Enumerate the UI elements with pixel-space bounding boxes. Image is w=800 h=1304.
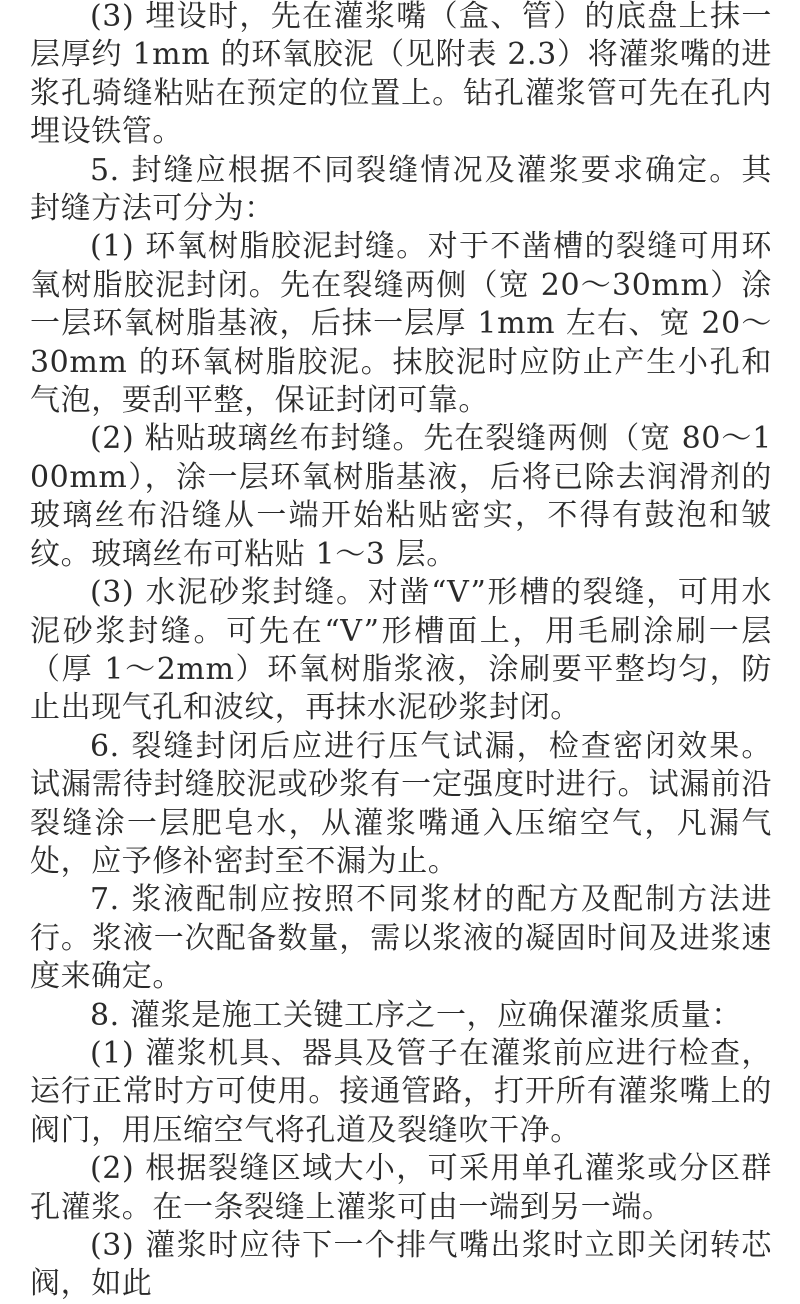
paragraph-epoxy-putty-sealing: (1) 环氧树脂胶泥封缝。对于不凿槽的裂缝可用环氧树脂胶泥封闭。先在裂缝两侧（宽 20～30mm）涂一层环氧树脂基液，后抹一层厚 1mm 左右、宽 20～30mm 的环氧树脂胶泥。抹胶泥时应防止产生小孔和气泡，要刮平整，保证封闭可靠。 bbox=[30, 229, 772, 419]
paragraph-item-7-slurry-prep: 7. 浆液配制应按照不同浆材的配方及配制方法进行。浆液一次配备数量，需以浆液的凝固时间及进浆速度来确定。 bbox=[30, 882, 772, 995]
paragraph-valve-closing: (3) 灌浆时应待下一个排气嘴出浆时立即关闭转芯阀，如此 bbox=[30, 1228, 772, 1302]
paragraph-grouting-method: (2) 根据裂缝区域大小，可采用单孔灌浆或分区群孔灌浆。在一条裂缝上灌浆可由一端到另一端。 bbox=[30, 1151, 772, 1225]
paragraph-item-8-grouting: 8. 灌浆是施工关键工序之一，应确保灌浆质量： bbox=[90, 997, 742, 1033]
paragraph-cement-mortar-sealing: (3) 水泥砂浆封缝。对凿“V”形槽的裂缝，可用水泥砂浆封缝。可先在“V”形槽面上，用毛刷涂刷一层（厚 1～2mm）环氧树脂浆液，涂刷要平整均匀，防止出现气孔和波纹，再抹水泥砂浆封闭。 bbox=[30, 575, 772, 726]
paragraph-glass-cloth-sealing: (2) 粘贴玻璃丝布封缝。先在裂缝两侧（宽 80～100mm），涂一层环氧树脂基液，后将已除去润滑剂的玻璃丝布沿缝从一端开始粘贴密实，不得有鼓泡和皱纹。玻璃丝布可粘贴 1～3 层。 bbox=[30, 421, 772, 572]
paragraph-embedding-nozzle: (3) 埋设时，先在灌浆嘴（盒、管）的底盘上抹一层厚约 1mm 的环氧胶泥（见附表 2.3）将灌浆嘴的进浆孔骑缝粘贴在预定的位置上。钻孔灌浆管可先在孔内埋设铁管。 bbox=[30, 0, 772, 150]
paragraph-equipment-check: (1) 灌浆机具、器具及管子在灌浆前应进行检查，运行正常时方可使用。接通管路，打开所有灌浆嘴上的阀门，用压缩空气将孔道及裂缝吹干净。 bbox=[30, 1035, 772, 1148]
paragraph-item-5-sealing: 5. 封缝应根据不同裂缝情况及灌浆要求确定。其封缝方法可分为： bbox=[30, 152, 772, 227]
paragraph-item-6-leak-test: 6. 裂缝封闭后应进行压气试漏，检查密闭效果。试漏需待封缝胶泥或砂浆有一定强度时进行。试漏前沿裂缝涂一层肥皂水，从灌浆嘴通入压缩空气，凡漏气处，应予修补密封至不漏为止。 bbox=[30, 728, 772, 879]
document-page bbox=[30, 0, 772, 1304]
